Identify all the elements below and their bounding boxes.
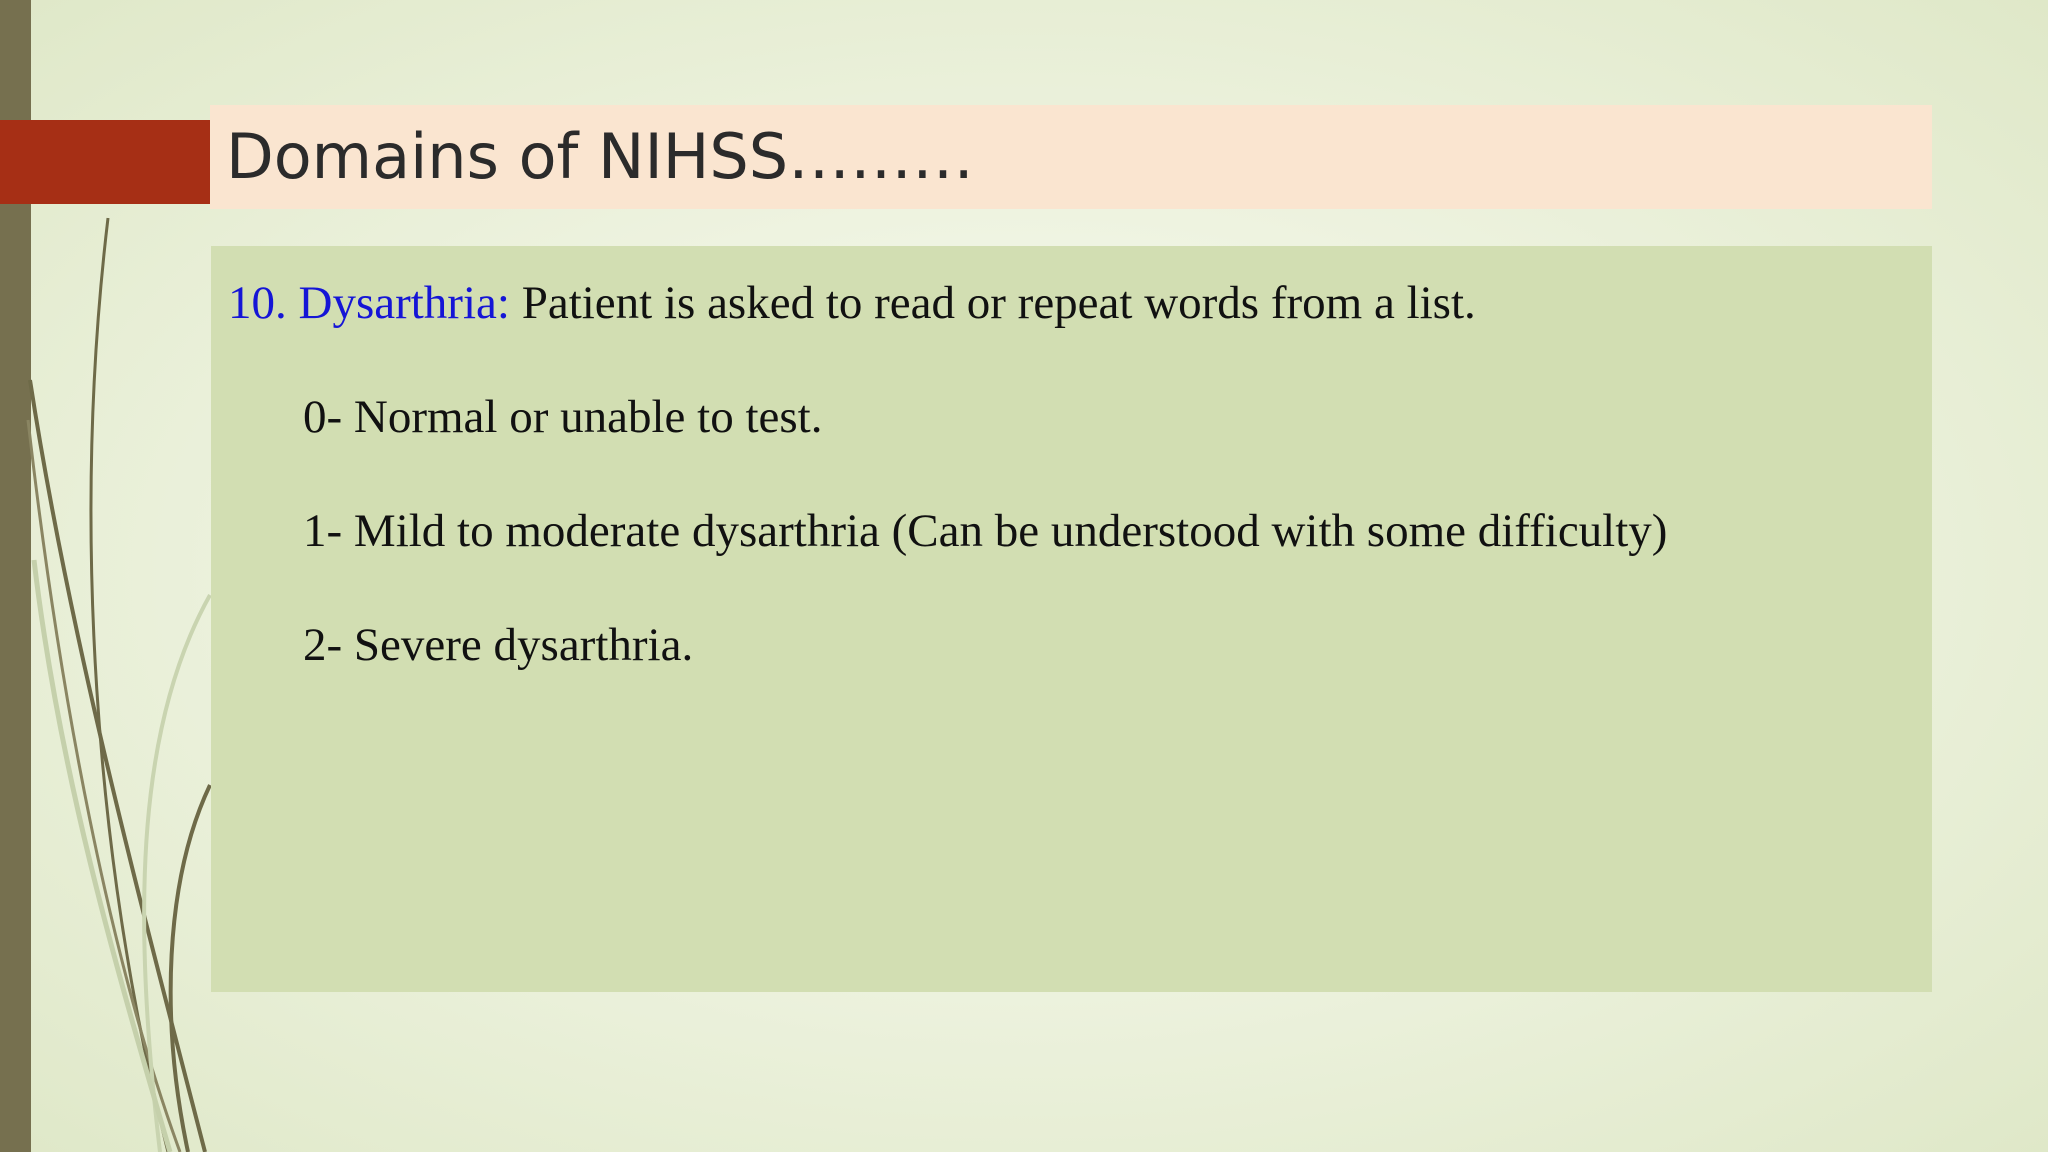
item-line xyxy=(228,276,1476,330)
title-band xyxy=(210,105,1932,209)
slide-title: Domains of NIHSS……… xyxy=(226,120,975,193)
score-0: 0- Normal or unable to test. xyxy=(303,391,823,443)
title-accent-block xyxy=(0,120,210,204)
item-number: 10. xyxy=(228,277,287,329)
content-panel xyxy=(211,246,1932,992)
score-1: 1- Mild to moderate dysarthria (Can be understood with some difficulty) xyxy=(303,505,1668,557)
score-2: 2- Severe dysarthria. xyxy=(303,619,694,671)
item-term: Dysarthria: xyxy=(298,277,510,329)
item-description: Patient is asked to read or repeat words from a list. xyxy=(521,277,1476,329)
